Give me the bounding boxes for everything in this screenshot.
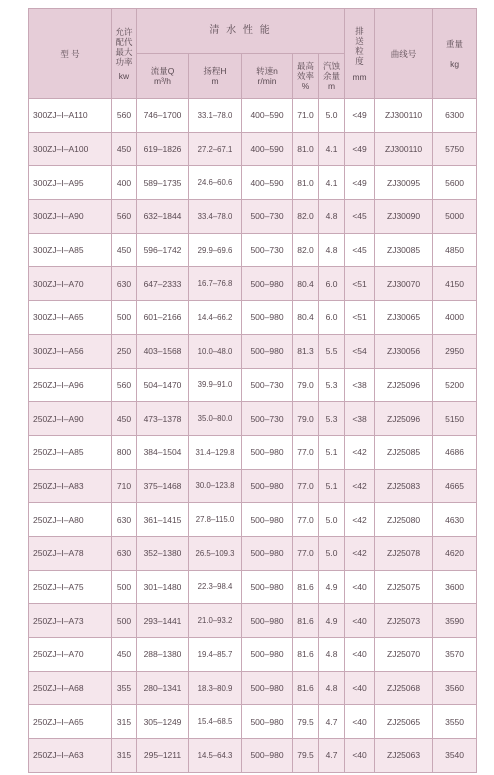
cell-curve-no: ZJ25096 [375, 368, 433, 402]
cell-particle-size: <54 [345, 334, 375, 368]
header-power [112, 9, 137, 99]
cell-flow: 589–1735 [137, 166, 189, 200]
header-efficiency-line: 最高 [296, 61, 314, 71]
cell-efficiency: 81.6 [293, 604, 319, 638]
cell-speed: 400–590 [242, 132, 293, 166]
table-row [29, 99, 477, 133]
cell-flow: 596–1742 [137, 233, 189, 267]
table-row [29, 503, 477, 537]
cell-flow: 280–1341 [137, 671, 189, 705]
cell-head: 16.7–76.8 [189, 267, 242, 301]
table-row [29, 671, 477, 705]
cell-npsh: 5.1 [319, 435, 345, 469]
cell-efficiency: 81.3 [293, 334, 319, 368]
table-row [29, 469, 477, 503]
cell-head: 14.4–66.2 [189, 301, 242, 335]
cell-head: 24.6–60.6 [189, 166, 242, 200]
table-row [29, 200, 477, 234]
cell-weight: 5000 [433, 200, 477, 234]
cell-power: 800 [112, 435, 137, 469]
cell-npsh: 6.0 [319, 301, 345, 335]
cell-particle-size: <42 [345, 469, 375, 503]
cell-model: 250ZJ–I–A78 [29, 536, 112, 570]
cell-model: 300ZJ–I–A110 [29, 99, 112, 133]
header-model: 型 号 [29, 9, 112, 99]
cell-curve-no: ZJ30085 [375, 233, 433, 267]
cell-flow: 619–1826 [137, 132, 189, 166]
cell-power: 630 [112, 503, 137, 537]
cell-model: 250ZJ–I–A83 [29, 469, 112, 503]
header-head [189, 54, 242, 99]
cell-speed: 400–590 [242, 166, 293, 200]
cell-particle-size: <49 [345, 132, 375, 166]
cell-particle-size: <42 [345, 536, 375, 570]
cell-speed: 500–980 [242, 267, 293, 301]
cell-curve-no: ZJ25070 [375, 638, 433, 672]
cell-power: 500 [112, 570, 137, 604]
cell-flow: 403–1568 [137, 334, 189, 368]
cell-power: 450 [112, 402, 137, 436]
cell-curve-no: ZJ30065 [375, 301, 433, 335]
cell-npsh: 4.8 [319, 671, 345, 705]
header-particle-line: 度 [355, 55, 364, 66]
cell-model: 300ZJ–I–A100 [29, 132, 112, 166]
cell-particle-size: <45 [345, 200, 375, 234]
cell-efficiency: 81.6 [293, 638, 319, 672]
cell-particle-size: <40 [345, 671, 375, 705]
cell-head: 39.9–91.0 [189, 368, 242, 402]
cell-curve-no: ZJ25096 [375, 402, 433, 436]
cell-speed: 500–730 [242, 402, 293, 436]
cell-efficiency: 79.0 [293, 402, 319, 436]
header-clear-water-performance: 清 水 性 能 [137, 9, 345, 54]
cell-weight: 3590 [433, 604, 477, 638]
cell-flow: 746–1700 [137, 99, 189, 133]
cell-power: 450 [112, 638, 137, 672]
cell-npsh: 4.8 [319, 638, 345, 672]
header-npsh-unit: m [327, 81, 336, 91]
cell-curve-no: ZJ25063 [375, 739, 433, 773]
cell-model: 250ZJ–I–A80 [29, 503, 112, 537]
cell-npsh: 4.8 [319, 233, 345, 267]
cell-speed: 500–730 [242, 368, 293, 402]
cell-particle-size: <40 [345, 570, 375, 604]
cell-curve-no: ZJ25075 [375, 570, 433, 604]
cell-model: 250ZJ–I–A85 [29, 435, 112, 469]
cell-head: 33.1–78.0 [189, 99, 242, 133]
cell-head: 21.0–93.2 [189, 604, 242, 638]
cell-efficiency: 82.0 [293, 233, 319, 267]
cell-speed: 500–980 [242, 301, 293, 335]
cell-weight: 5750 [433, 132, 477, 166]
cell-particle-size: <51 [345, 267, 375, 301]
header-head-unit: m [211, 76, 219, 86]
cell-power: 315 [112, 705, 137, 739]
cell-model: 250ZJ–I–A68 [29, 671, 112, 705]
cell-particle-size: <49 [345, 166, 375, 200]
table-row [29, 435, 477, 469]
cell-weight: 2950 [433, 334, 477, 368]
cell-npsh: 4.9 [319, 570, 345, 604]
cell-flow: 375–1468 [137, 469, 189, 503]
header-flow-label: 流量Q [150, 66, 175, 76]
cell-head: 29.9–69.6 [189, 233, 242, 267]
cell-particle-size: <38 [345, 402, 375, 436]
header-flow [137, 54, 189, 99]
cell-speed: 500–980 [242, 671, 293, 705]
header-particle-line: 送 [355, 35, 364, 46]
cell-efficiency: 77.0 [293, 435, 319, 469]
header-power-line: 配代 [115, 36, 133, 47]
cell-weight: 4850 [433, 233, 477, 267]
cell-speed: 500–980 [242, 334, 293, 368]
cell-npsh: 4.1 [319, 166, 345, 200]
table-row [29, 739, 477, 773]
cell-curve-no: ZJ30056 [375, 334, 433, 368]
cell-weight: 4630 [433, 503, 477, 537]
cell-speed: 500–980 [242, 638, 293, 672]
cell-power: 315 [112, 739, 137, 773]
cell-flow: 361–1415 [137, 503, 189, 537]
cell-curve-no: ZJ300110 [375, 99, 433, 133]
header-npsh [319, 54, 345, 99]
pump-spec-table [28, 8, 477, 773]
header-efficiency-line: 效率 [296, 71, 314, 81]
header-weight-unit: kg [450, 58, 460, 69]
cell-head: 30.0–123.8 [189, 469, 242, 503]
cell-particle-size: <40 [345, 705, 375, 739]
cell-npsh: 4.8 [319, 200, 345, 234]
cell-head: 19.4–85.7 [189, 638, 242, 672]
cell-power: 250 [112, 334, 137, 368]
cell-power: 450 [112, 132, 137, 166]
cell-curve-no: ZJ30090 [375, 200, 433, 234]
cell-flow: 295–1211 [137, 739, 189, 773]
pump-spec-sheet [28, 8, 476, 773]
cell-curve-no: ZJ25065 [375, 705, 433, 739]
cell-flow: 305–1249 [137, 705, 189, 739]
cell-npsh: 5.0 [319, 99, 345, 133]
cell-speed: 500–980 [242, 570, 293, 604]
cell-curve-no: ZJ25085 [375, 435, 433, 469]
cell-curve-no: ZJ25068 [375, 671, 433, 705]
table-row [29, 166, 477, 200]
cell-flow: 352–1380 [137, 536, 189, 570]
cell-particle-size: <45 [345, 233, 375, 267]
cell-npsh: 4.7 [319, 705, 345, 739]
table-row [29, 132, 477, 166]
cell-head: 35.0–80.0 [189, 402, 242, 436]
cell-npsh: 5.0 [319, 536, 345, 570]
table-row [29, 570, 477, 604]
cell-head: 18.3–80.9 [189, 671, 242, 705]
header-power-line: 允许 [115, 26, 133, 37]
table-row [29, 638, 477, 672]
cell-weight: 3550 [433, 705, 477, 739]
cell-power: 710 [112, 469, 137, 503]
cell-efficiency: 77.0 [293, 536, 319, 570]
table-row [29, 705, 477, 739]
cell-model: 250ZJ–I–A75 [29, 570, 112, 604]
cell-efficiency: 79.0 [293, 368, 319, 402]
cell-npsh: 4.7 [319, 739, 345, 773]
cell-npsh: 4.1 [319, 132, 345, 166]
cell-weight: 3570 [433, 638, 477, 672]
cell-weight: 5150 [433, 402, 477, 436]
cell-speed: 500–980 [242, 503, 293, 537]
cell-model: 300ZJ–I–A56 [29, 334, 112, 368]
header-efficiency-unit: % [301, 81, 310, 91]
cell-efficiency: 81.0 [293, 166, 319, 200]
table-row [29, 334, 477, 368]
cell-flow: 647–2333 [137, 267, 189, 301]
header-flow-unit: m³/h [154, 76, 171, 86]
cell-curve-no: ZJ30070 [375, 267, 433, 301]
cell-power: 630 [112, 536, 137, 570]
cell-weight: 3560 [433, 671, 477, 705]
cell-curve-no: ZJ300110 [375, 132, 433, 166]
cell-weight: 4000 [433, 301, 477, 335]
cell-model: 300ZJ–I–A65 [29, 301, 112, 335]
cell-particle-size: <51 [345, 301, 375, 335]
cell-weight: 4665 [433, 469, 477, 503]
cell-particle-size: <40 [345, 638, 375, 672]
cell-curve-no: ZJ25080 [375, 503, 433, 537]
cell-flow: 601–2166 [137, 301, 189, 335]
table-row [29, 233, 477, 267]
cell-model: 250ZJ–I–A96 [29, 368, 112, 402]
cell-efficiency: 79.5 [293, 705, 319, 739]
table-header [29, 9, 477, 99]
cell-flow: 632–1844 [137, 200, 189, 234]
cell-curve-no: ZJ30095 [375, 166, 433, 200]
cell-efficiency: 82.0 [293, 200, 319, 234]
cell-head: 14.5–64.3 [189, 739, 242, 773]
cell-flow: 504–1470 [137, 368, 189, 402]
table-row [29, 402, 477, 436]
cell-efficiency: 77.0 [293, 469, 319, 503]
cell-head: 27.2–67.1 [189, 132, 242, 166]
cell-flow: 301–1480 [137, 570, 189, 604]
cell-efficiency: 81.0 [293, 132, 319, 166]
cell-model: 250ZJ–I–A63 [29, 739, 112, 773]
cell-head: 33.4–78.0 [189, 200, 242, 234]
table-row [29, 301, 477, 335]
cell-weight: 3600 [433, 570, 477, 604]
cell-efficiency: 80.4 [293, 267, 319, 301]
cell-npsh: 5.5 [319, 334, 345, 368]
cell-power: 630 [112, 267, 137, 301]
cell-power: 560 [112, 200, 137, 234]
cell-power: 560 [112, 99, 137, 133]
table-row [29, 536, 477, 570]
header-power-line: 最大 [115, 46, 133, 57]
header-particle-unit: mm [352, 71, 367, 82]
cell-speed: 500–730 [242, 200, 293, 234]
cell-flow: 473–1378 [137, 402, 189, 436]
cell-speed: 500–980 [242, 705, 293, 739]
cell-speed: 400–590 [242, 99, 293, 133]
header-npsh-line: 汽蚀 [323, 61, 341, 71]
header-particle-line: 粒 [355, 45, 364, 56]
table-row [29, 604, 477, 638]
header-efficiency [293, 54, 319, 99]
cell-head: 22.3–98.4 [189, 570, 242, 604]
cell-particle-size: <40 [345, 604, 375, 638]
cell-model: 250ZJ–I–A65 [29, 705, 112, 739]
header-weight-label: 重量 [446, 38, 464, 49]
cell-model: 300ZJ–I–A85 [29, 233, 112, 267]
cell-weight: 6300 [433, 99, 477, 133]
cell-power: 355 [112, 671, 137, 705]
cell-efficiency: 81.6 [293, 570, 319, 604]
cell-speed: 500–980 [242, 604, 293, 638]
cell-weight: 4620 [433, 536, 477, 570]
cell-power: 450 [112, 233, 137, 267]
cell-flow: 288–1380 [137, 638, 189, 672]
cell-power: 500 [112, 604, 137, 638]
cell-head: 10.0–48.0 [189, 334, 242, 368]
cell-flow: 293–1441 [137, 604, 189, 638]
cell-model: 300ZJ–I–A95 [29, 166, 112, 200]
table-body [29, 99, 477, 773]
cell-curve-no: ZJ25073 [375, 604, 433, 638]
cell-particle-size: <40 [345, 739, 375, 773]
header-speed-label: 转速n [256, 66, 278, 76]
cell-flow: 384–1504 [137, 435, 189, 469]
cell-efficiency: 71.0 [293, 99, 319, 133]
header-power-line: 功率 [115, 56, 133, 67]
cell-power: 500 [112, 301, 137, 335]
cell-npsh: 5.1 [319, 469, 345, 503]
cell-particle-size: <49 [345, 99, 375, 133]
cell-model: 250ZJ–I–A90 [29, 402, 112, 436]
cell-head: 15.4–68.5 [189, 705, 242, 739]
cell-speed: 500–980 [242, 469, 293, 503]
cell-weight: 4686 [433, 435, 477, 469]
cell-efficiency: 81.6 [293, 671, 319, 705]
table-row [29, 368, 477, 402]
cell-particle-size: <42 [345, 503, 375, 537]
cell-speed: 500–980 [242, 739, 293, 773]
cell-weight: 3540 [433, 739, 477, 773]
cell-speed: 500–980 [242, 536, 293, 570]
header-curve-no: 曲线号 [375, 9, 433, 99]
cell-model: 300ZJ–I–A70 [29, 267, 112, 301]
header-power-unit: kw [118, 70, 130, 81]
header-weight [433, 9, 477, 99]
cell-model: 250ZJ–I–A73 [29, 604, 112, 638]
header-npsh-line: 余量 [323, 71, 341, 81]
cell-head: 31.4–129.8 [189, 435, 242, 469]
header-particle-size [345, 9, 375, 99]
cell-head: 26.5–109.3 [189, 536, 242, 570]
cell-speed: 500–980 [242, 435, 293, 469]
cell-particle-size: <38 [345, 368, 375, 402]
cell-model: 300ZJ–I–A90 [29, 200, 112, 234]
cell-efficiency: 79.5 [293, 739, 319, 773]
cell-curve-no: ZJ25078 [375, 536, 433, 570]
cell-power: 560 [112, 368, 137, 402]
cell-npsh: 4.9 [319, 604, 345, 638]
cell-npsh: 5.3 [319, 402, 345, 436]
cell-speed: 500–730 [242, 233, 293, 267]
cell-curve-no: ZJ25083 [375, 469, 433, 503]
cell-npsh: 6.0 [319, 267, 345, 301]
header-head-label: 扬程H [203, 66, 227, 76]
cell-weight: 4150 [433, 267, 477, 301]
header-particle-line: 排 [355, 25, 364, 36]
table-row [29, 267, 477, 301]
header-speed [242, 54, 293, 99]
cell-weight: 5600 [433, 166, 477, 200]
header-speed-unit: r/min [257, 76, 277, 86]
cell-power: 400 [112, 166, 137, 200]
cell-efficiency: 77.0 [293, 503, 319, 537]
cell-efficiency: 80.4 [293, 301, 319, 335]
cell-model: 250ZJ–I–A70 [29, 638, 112, 672]
cell-npsh: 5.0 [319, 503, 345, 537]
cell-particle-size: <42 [345, 435, 375, 469]
cell-head: 27.8–115.0 [189, 503, 242, 537]
cell-npsh: 5.3 [319, 368, 345, 402]
cell-weight: 5200 [433, 368, 477, 402]
